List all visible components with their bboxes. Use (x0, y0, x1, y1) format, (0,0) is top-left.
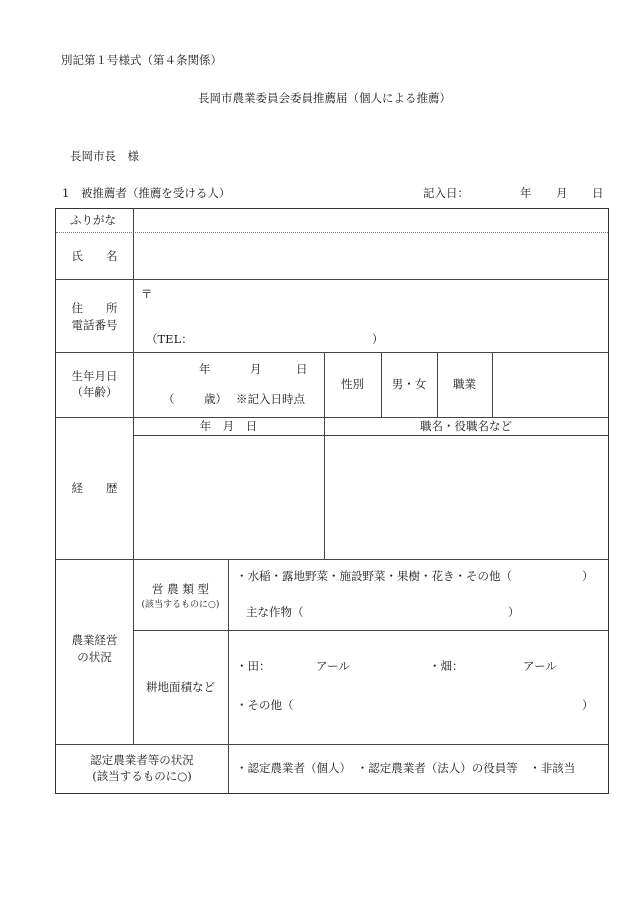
entry-day: 日 (592, 186, 604, 200)
birth-year: 年 (199, 362, 211, 376)
row-divider (133, 630, 608, 631)
certified-label: 認定農業者等の状況 (90, 753, 194, 767)
career-label: 経 歴 (71, 481, 118, 495)
career-date-header: 年 月 日 (199, 419, 258, 433)
paddy-unit: アール (316, 659, 350, 673)
area-label: 耕地面積など (146, 680, 215, 694)
career-col-divider (324, 417, 325, 559)
main-crop-close: ） (508, 605, 520, 619)
phone-label: 電話番号 (71, 318, 118, 332)
entry-month: 月 (556, 186, 568, 200)
farm-type-note: (該当するものに○) (141, 600, 220, 610)
col-divider (492, 352, 493, 417)
farm-status-label-2: の状況 (77, 650, 112, 664)
tel-label: （TEL： (146, 332, 193, 346)
certified-note: (該当するものに○) (92, 769, 192, 783)
field-unit: アール (523, 659, 557, 673)
other-label: ・その他（ (236, 698, 294, 712)
farm-type-close: ） (582, 569, 594, 583)
career-header-divider (133, 435, 608, 436)
birth-month: 月 (250, 362, 262, 376)
row-divider (56, 352, 608, 353)
farm-type-label: 営 農 類 型 (152, 582, 209, 596)
certified-options: ・認定農業者（個人） ・認定農業者（法人）の役員等 ・非該当 (236, 761, 576, 775)
label-column-divider (133, 209, 134, 744)
row-divider (56, 559, 608, 560)
page-title: 長岡市農業委員会委員推薦届（個人による推薦） (198, 91, 451, 105)
age-unit: 歳） (204, 392, 227, 406)
main-crop-label: 主な作物（ (246, 605, 304, 619)
age-label: （年齢） (71, 385, 118, 399)
tel-close: ） (372, 332, 384, 346)
birth-day: 日 (296, 362, 308, 376)
gender-options: 男・女 (391, 377, 427, 391)
row-divider (56, 279, 608, 280)
row-divider (56, 744, 608, 745)
farm-col-divider (228, 559, 229, 744)
addressee: 長岡市長 様 (70, 149, 139, 163)
entry-date-label: 記入日： (423, 186, 469, 200)
nomination-form (55, 208, 609, 794)
age-open: （ (163, 392, 175, 406)
section-heading: 1 被推薦者（推薦を受ける人） (62, 186, 231, 200)
gender-label: 性別 (341, 377, 364, 391)
address-label: 住 所 (71, 301, 118, 315)
name-label: 氏 名 (71, 249, 118, 263)
career-title-header: 職名・役職名など (420, 419, 512, 433)
occupation-label: 職業 (453, 377, 476, 391)
entry-year: 年 (520, 186, 532, 200)
farm-status-label: 農業経営 (71, 633, 118, 647)
furigana-label: ふりがな (70, 213, 116, 227)
other-close: ） (582, 698, 594, 712)
postal-mark: 〒 (141, 287, 153, 301)
age-note: ※記入日時点 (236, 392, 305, 406)
birth-label: 生年月日 (71, 369, 118, 383)
farm-type-options: ・水稲・露地野菜・施設野菜・果樹・花き・その他（ (236, 569, 512, 583)
furigana-divider (56, 232, 608, 233)
paddy-label: ・田： (236, 659, 271, 673)
form-code: 別記第１号様式（第４条関係） (61, 53, 222, 67)
certified-col-divider (228, 744, 229, 794)
field-label: ・畑： (429, 659, 464, 673)
